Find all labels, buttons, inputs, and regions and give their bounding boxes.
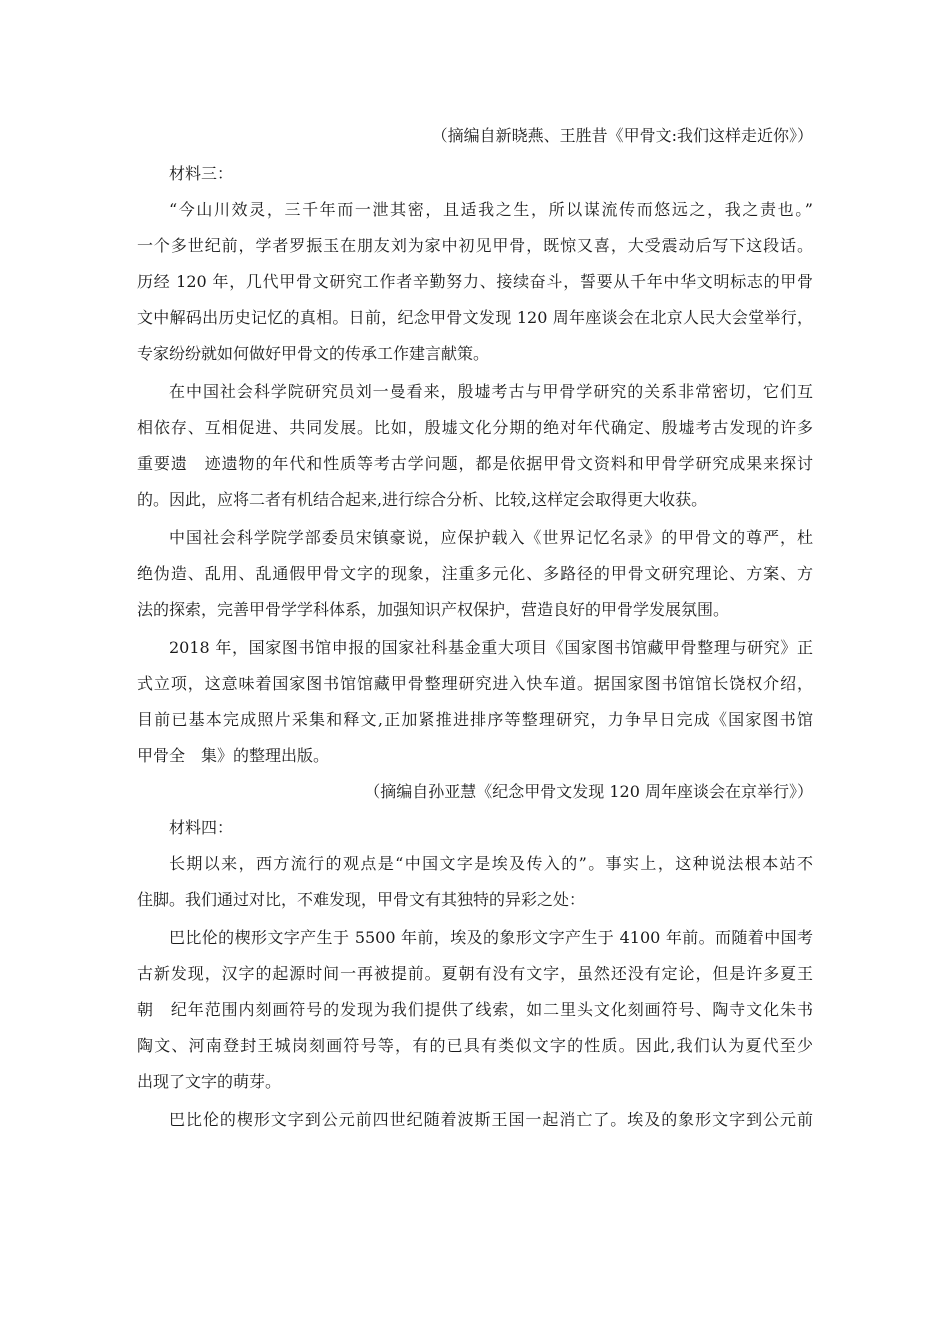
- text-line: 巴比伦的楔形文字产生于 5500 年前，埃及的象形文字产生于 4100 年前。而随着中国考: [169, 928, 813, 947]
- text-line: 中国社会科学院学部委员宋镇豪说，应保护载入《世界记忆名录》的甲骨文的尊严，杜: [169, 528, 813, 547]
- text-line: 古新发现，汉字的起源时间一再被提前。夏朝有没有文字，虽然还没有定论，但是许多夏王: [137, 964, 813, 983]
- source-citation-2: （摘编自孙亚慧《纪念甲骨文发现 120 周年座谈会在京举行》）: [364, 782, 813, 801]
- material-4-heading: 材料四：: [169, 818, 234, 837]
- text-line: 重要遗 迹遗物的年代和性质等考古学问题，都是依据甲骨文资料和甲骨学研究成果来探讨: [137, 454, 813, 473]
- text-line: 式立项，这意味着国家图书馆馆藏甲骨整理研究进入快车道。据国家图书馆馆长饶权介绍，: [137, 674, 813, 693]
- material-3-paragraph-4: [137, 630, 813, 774]
- material-4-paragraph-1: [137, 846, 813, 918]
- text-line: 巴比伦的楔形文字到公元前四世纪随着波斯王国一起消亡了。埃及的象形文字到公元前: [169, 1110, 813, 1129]
- text-line: 在中国社会科学院研究员刘一曼看来，殷墟考古与甲骨学研究的关系非常密切，它们互: [169, 382, 813, 401]
- text-line: 专家纷纷就如何做好甲骨文的传承工作建言献策。: [137, 344, 490, 363]
- text-line: 2018 年，国家图书馆申报的国家社科基金重大项目《国家图书馆藏甲骨整理与研究》正: [169, 638, 813, 657]
- material-4-paragraph-3: [137, 1102, 813, 1138]
- material-3-paragraph-1: [137, 192, 813, 372]
- material-3-paragraph-2: [137, 374, 813, 518]
- material-3-heading: 材料三：: [169, 164, 234, 183]
- material-3-paragraph-3: [137, 520, 813, 628]
- text-line: 一个多世纪前，学者罗振玉在朋友刘为家中初见甲骨，既惊又喜，大受震动后写下这段话。: [137, 236, 813, 255]
- text-line: “今山川效灵，三千年而一泄其密，且适我之生，所以谋流传而悠远之，我之责也。”: [169, 200, 813, 219]
- text-line: 甲骨全 集》的整理出版。: [137, 746, 330, 765]
- material-4-paragraph-2: [137, 920, 813, 1100]
- text-line: 目前已基本完成照片采集和释文,正加紧推进排序等整理研究，力争早日完成《国家图书馆: [137, 710, 813, 729]
- document-page: [137, 118, 813, 1138]
- text-line: 住脚。我们通过对比，不难发现，甲骨文有其独特的异彩之处：: [137, 890, 586, 909]
- text-line: 相依存、互相促进、共同发展。比如，殷墟文化分期的绝对年代确定、殷墟考古发现的许多: [137, 418, 813, 437]
- text-line: 法的探索，完善甲骨学学科体系，加强知识产权保护，营造良好的甲骨学发展氛围。: [137, 600, 730, 619]
- text-line: 文中解码出历史记忆的真相。日前，纪念甲骨文发现 120 周年座谈会在北京人民大会堂举行，: [137, 308, 813, 327]
- text-line: 陶文、河南登封王城岗刻画符号等，有的已具有类似文字的性质。因此,我们认为夏代至少: [137, 1036, 813, 1055]
- source-citation-1: （摘编自新晓燕、王胜昔《甲骨文:我们这样走近你》）: [431, 126, 813, 145]
- text-line: 出现了文字的萌芽。: [137, 1072, 282, 1091]
- text-line: 朝 纪年范围内刻画符号的发现为我们提供了线索，如二里头文化刻画符号、陶寺文化朱书: [137, 1000, 813, 1019]
- text-line: 长期以来，西方流行的观点是“中国文字是埃及传入的”。事实上，这种说法根本站不: [169, 854, 813, 873]
- text-line: 历经 120 年，几代甲骨文研究工作者辛勤努力、接续奋斗，誓要从千年中华文明标志的甲骨: [137, 272, 813, 291]
- text-line: 绝伪造、乱用、乱通假甲骨文字的现象，注重多元化、多路径的甲骨文研究理论、方案、方: [137, 564, 813, 583]
- text-line: 的。因此，应将二者有机结合起来,进行综合分析、比较,这样定会取得更大收获。: [137, 490, 708, 509]
